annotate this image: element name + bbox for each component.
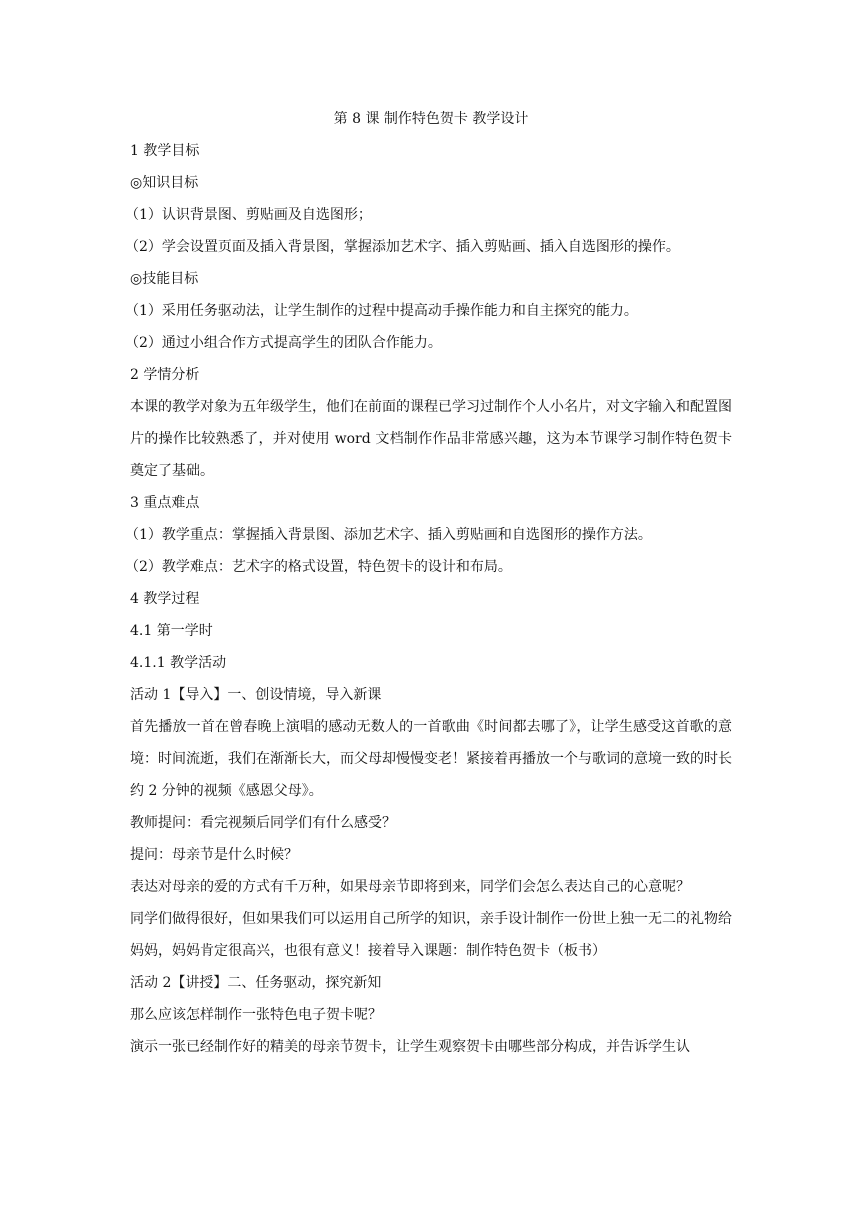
express-paragraph: 表达对母亲的爱的方式有千万种，如果母亲节即将到来，同学们会怎么表达自己的心意呢？ <box>130 879 690 895</box>
teacher-question-1: 教师提问：看完视频后同学们有什么感受？ <box>130 815 396 831</box>
section-heading-process: 4 教学过程 <box>130 591 200 607</box>
document-page <box>125 109 732 1069</box>
activity-2-question: 那么应该怎样制作一张特色电子贺卡呢？ <box>130 1007 382 1023</box>
document-title: 第 8 课 制作特色贺卡 教学设计 <box>333 111 529 127</box>
key-point-item: （1）教学重点：掌握插入背景图、添加艺术字、插入剪贴画和自选图形的操作方法。 <box>125 527 652 543</box>
subheading-skill-goals: ◎技能目标 <box>130 271 199 287</box>
section-heading-objectives: 1 教学目标 <box>130 143 200 159</box>
difficulty-item: （2）教学难点：艺术字的格式设置，特色贺卡的设计和布局。 <box>125 559 512 575</box>
skill-item-1: （1）采用任务驱动法，让学生制作的过程中提高动手操作能力和自主探究的能力。 <box>125 303 638 319</box>
subsection-first-period: 4.1 第一学时 <box>130 623 213 639</box>
subsection-activities: 4.1.1 教学活动 <box>130 655 227 671</box>
knowledge-item-2: （2）学会设置页面及插入背景图，掌握添加艺术字、插入剪贴画、插入自选图形的操作。 <box>125 239 680 255</box>
lead-in-paragraph: 同学们做得很好，但如果我们可以运用自己所学的知识，亲手设计制作一份世上独一无二的礼物给妈妈，妈妈肯定很高兴，也很有意义！接着导入课题：制作特色贺卡（板书） <box>130 911 732 959</box>
section-heading-analysis: 2 学情分析 <box>130 367 200 383</box>
activity-2-heading: 活动 2【讲授】二、任务驱动，探究新知 <box>130 975 382 991</box>
activity-2-paragraph: 演示一张已经制作好的精美的母亲节贺卡，让学生观察贺卡由哪些部分构成，并告诉学生认 <box>130 1039 690 1055</box>
knowledge-item-1: （1）认识背景图、剪贴画及自选图形； <box>125 207 372 223</box>
activity-1-heading: 活动 1【导入】一、创设情境，导入新课 <box>130 687 382 703</box>
skill-item-2: （2）通过小组合作方式提高学生的团队合作能力。 <box>125 335 442 351</box>
teacher-question-2: 提问：母亲节是什么时候？ <box>130 847 298 863</box>
analysis-paragraph: 本课的教学对象为五年级学生，他们在前面的课程已学习过制作个人小名片，对文字输入和配置图片的操作比较熟悉了，并对使用 word 文档制作作品非常感兴趣，这为本节课学习制作特色贺卡奠定了基础。 <box>130 399 732 479</box>
section-heading-key-points: 3 重点难点 <box>130 495 200 511</box>
activity-1-paragraph: 首先播放一首在曾春晚上演唱的感动无数人的一首歌曲《时间都去哪了》，让学生感受这首歌的意境：时间流逝，我们在渐渐长大，而父母却慢慢变老！紧接着再播放一个与歌词的意境一致的时长约 2 分钟的视频《感恩父母》。 <box>130 719 732 799</box>
subheading-knowledge-goals: ◎知识目标 <box>130 175 199 191</box>
